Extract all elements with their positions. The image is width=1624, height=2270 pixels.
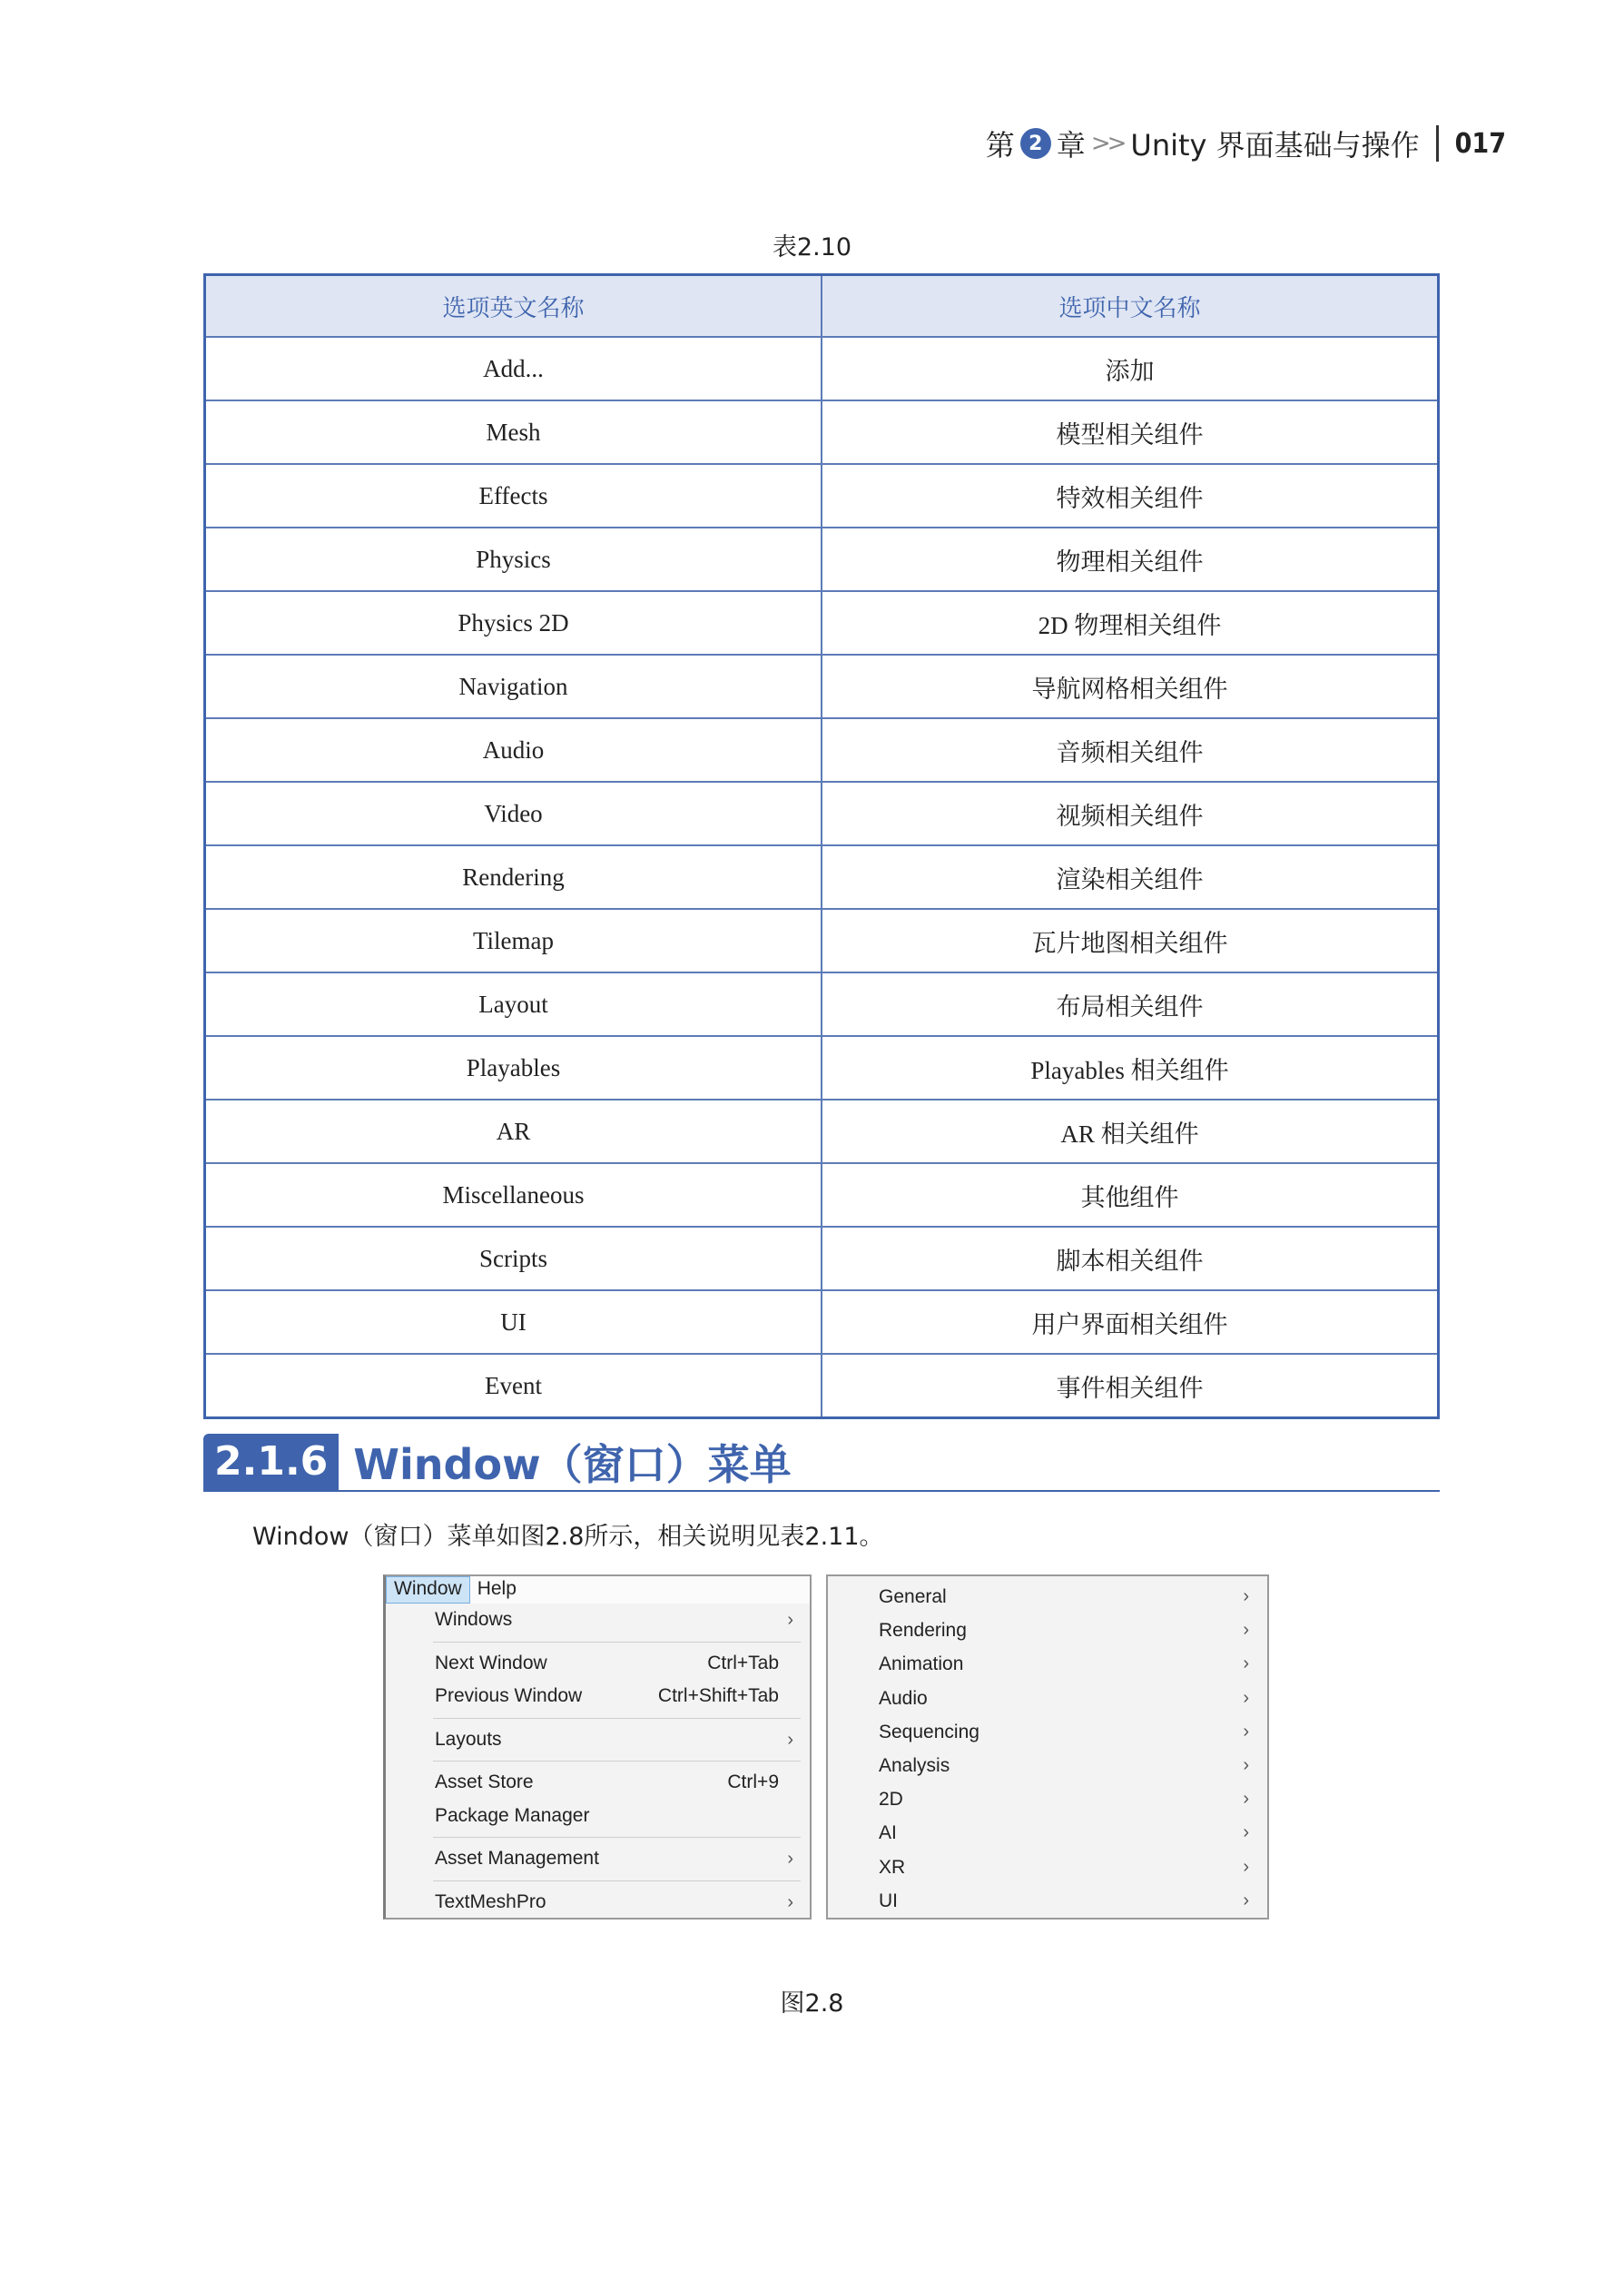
- chevron-right-icon: ›: [1243, 1721, 1249, 1742]
- chapter-suffix: 章: [1056, 128, 1086, 163]
- english-name-cell: Event: [205, 1354, 822, 1418]
- menu-separator: [433, 1880, 801, 1881]
- chevron-right-icon: ›: [1243, 1890, 1249, 1910]
- menu-item[interactable]: [386, 1800, 810, 1833]
- table-row: [205, 400, 1439, 464]
- body-paragraph: Window（窗口）菜单如图2.8所示，相关说明见表2.11。: [252, 1523, 884, 1551]
- chinese-name-cell: 其他组件: [822, 1163, 1439, 1227]
- chevron-right-icon: ›: [1243, 1856, 1249, 1877]
- submenu-item-label: AI: [879, 1822, 897, 1844]
- table-row: [205, 909, 1439, 972]
- submenu-item-label: Audio: [879, 1687, 928, 1709]
- menu-item-shortcut: Ctrl+Shift+Tab: [657, 1685, 779, 1706]
- submenu-item-label: Sequencing: [879, 1721, 979, 1742]
- window-menu-panel: [383, 1574, 812, 1920]
- chevron-right-icon: >>: [1090, 130, 1124, 157]
- table-row: [205, 1036, 1439, 1100]
- table-row: [205, 972, 1439, 1036]
- submenu-item[interactable]: [828, 1884, 1267, 1918]
- menu-item-label: Previous Window: [435, 1685, 583, 1706]
- menu-item[interactable]: [386, 1604, 810, 1637]
- menu-item-label: Asset Management: [435, 1848, 599, 1869]
- submenu-item[interactable]: [828, 1580, 1267, 1614]
- section-number: 2.1.6: [203, 1434, 339, 1490]
- submenu-item-label: XR: [879, 1856, 906, 1878]
- submenu-item-label: General: [879, 1586, 947, 1607]
- english-name-cell: AR: [205, 1100, 822, 1163]
- chinese-name-cell: 用户界面相关组件: [822, 1290, 1439, 1354]
- submenu-item-label: Rendering: [879, 1620, 967, 1642]
- table-row: [205, 1100, 1439, 1163]
- menu-item[interactable]: [386, 1766, 810, 1800]
- chapter-title: Unity 界面基础与操作: [1130, 128, 1420, 163]
- english-name-cell: Physics: [205, 528, 822, 591]
- chinese-name-cell: AR 相关组件: [822, 1100, 1439, 1163]
- chinese-name-cell: Playables 相关组件: [822, 1036, 1439, 1100]
- table-row: [205, 845, 1439, 909]
- menubar-item-window[interactable]: Window: [386, 1576, 470, 1604]
- menu-item-label: Next Window: [435, 1652, 547, 1673]
- menubar: [386, 1576, 810, 1604]
- chinese-name-cell: 特效相关组件: [822, 464, 1439, 528]
- submenu-item[interactable]: [828, 1851, 1267, 1884]
- chevron-right-icon: ›: [1243, 1822, 1249, 1843]
- chinese-name-cell: 2D 物理相关组件: [822, 591, 1439, 655]
- submenu-item-label: UI: [879, 1890, 898, 1911]
- english-name-cell: Physics 2D: [205, 591, 822, 655]
- table-header-row: [205, 275, 1439, 338]
- submenu-item[interactable]: [828, 1715, 1267, 1749]
- column-header-english: 选项英文名称: [205, 275, 822, 338]
- english-name-cell: Add...: [205, 337, 822, 400]
- menu-separator: [433, 1837, 801, 1838]
- menu-item[interactable]: [386, 1723, 810, 1757]
- table-row: [205, 591, 1439, 655]
- section-heading: [203, 1434, 1440, 1492]
- table-row: [205, 1290, 1439, 1354]
- english-name-cell: Playables: [205, 1036, 822, 1100]
- chinese-name-cell: 脚本相关组件: [822, 1227, 1439, 1290]
- english-name-cell: Scripts: [205, 1227, 822, 1290]
- header-divider: [1436, 125, 1439, 162]
- english-name-cell: Tilemap: [205, 909, 822, 972]
- menu-item-shortcut: Ctrl+9: [727, 1772, 779, 1792]
- english-name-cell: UI: [205, 1290, 822, 1354]
- submenu-item[interactable]: [828, 1816, 1267, 1850]
- chinese-name-cell: 瓦片地图相关组件: [822, 909, 1439, 972]
- submenu-panel: [826, 1574, 1269, 1920]
- column-header-chinese: 选项中文名称: [822, 275, 1439, 338]
- menu-item-label: Asset Store: [435, 1772, 534, 1792]
- chinese-name-cell: 导航网格相关组件: [822, 655, 1439, 718]
- chinese-name-cell: 布局相关组件: [822, 972, 1439, 1036]
- chevron-right-icon: ›: [787, 1849, 793, 1869]
- chevron-right-icon: ›: [1243, 1687, 1249, 1708]
- menu-item[interactable]: [386, 1886, 810, 1920]
- menu-separator: [433, 1761, 801, 1762]
- menu-item-label: Layouts: [435, 1728, 502, 1750]
- table-row: [205, 528, 1439, 591]
- submenu-item-label: Animation: [879, 1653, 964, 1675]
- submenu-list: [828, 1580, 1267, 1918]
- english-name-cell: Navigation: [205, 655, 822, 718]
- chevron-right-icon: ›: [787, 1610, 793, 1630]
- table-row: [205, 1163, 1439, 1227]
- submenu-item[interactable]: [828, 1749, 1267, 1782]
- english-name-cell: Effects: [205, 464, 822, 528]
- menu-item[interactable]: [386, 1680, 810, 1713]
- submenu-item-label: Analysis: [879, 1754, 950, 1776]
- chevron-right-icon: ›: [787, 1891, 793, 1912]
- chevron-right-icon: ›: [1243, 1653, 1249, 1674]
- menu-item[interactable]: [386, 1647, 810, 1681]
- submenu-item-label: 2D: [879, 1789, 903, 1811]
- running-header: [986, 123, 1506, 164]
- menu-separator: [433, 1642, 801, 1643]
- chinese-name-cell: 添加: [822, 337, 1439, 400]
- chevron-right-icon: ›: [787, 1729, 793, 1750]
- chinese-name-cell: 视频相关组件: [822, 782, 1439, 845]
- submenu-item[interactable]: [828, 1782, 1267, 1816]
- english-name-cell: Mesh: [205, 400, 822, 464]
- table-row: [205, 337, 1439, 400]
- table-row: [205, 782, 1439, 845]
- table-caption: 表2.10: [772, 233, 852, 262]
- page-number: 017: [1454, 127, 1506, 160]
- options-table: [203, 273, 1440, 1419]
- table-row: [205, 1227, 1439, 1290]
- table-body: [205, 337, 1439, 1418]
- table-row: [205, 655, 1439, 718]
- menubar-item-help[interactable]: Help: [477, 1578, 517, 1599]
- chinese-name-cell: 模型相关组件: [822, 400, 1439, 464]
- chinese-name-cell: 物理相关组件: [822, 528, 1439, 591]
- chapter-number-badge: 2: [1020, 128, 1051, 159]
- menu-item-shortcut: Ctrl+Tab: [707, 1652, 779, 1673]
- chevron-right-icon: ›: [1243, 1754, 1249, 1775]
- menu-separator: [433, 1718, 801, 1719]
- english-name-cell: Audio: [205, 718, 822, 782]
- figure-caption: 图2.8: [780, 1989, 844, 2018]
- menu-item-label: TextMeshPro: [435, 1890, 546, 1912]
- chapter-prefix: 第: [985, 128, 1015, 163]
- submenu-item[interactable]: [828, 1682, 1267, 1715]
- chinese-name-cell: 事件相关组件: [822, 1354, 1439, 1418]
- english-name-cell: Layout: [205, 972, 822, 1036]
- chevron-right-icon: ›: [1243, 1620, 1249, 1641]
- table-row: [205, 1354, 1439, 1418]
- english-name-cell: Video: [205, 782, 822, 845]
- chinese-name-cell: 音频相关组件: [822, 718, 1439, 782]
- window-menu-list: [386, 1604, 810, 1919]
- chinese-name-cell: 渲染相关组件: [822, 845, 1439, 909]
- submenu-item[interactable]: [828, 1647, 1267, 1681]
- chevron-right-icon: ›: [1243, 1789, 1249, 1810]
- table-row: [205, 464, 1439, 528]
- table-row: [205, 718, 1439, 782]
- english-name-cell: Miscellaneous: [205, 1163, 822, 1227]
- section-title: Window（窗口）菜单: [353, 1440, 792, 1489]
- english-name-cell: Rendering: [205, 845, 822, 909]
- menu-item[interactable]: [386, 1842, 810, 1876]
- menu-item-label: Package Manager: [435, 1804, 590, 1826]
- menu-item-label: Windows: [435, 1609, 513, 1630]
- submenu-item[interactable]: [828, 1614, 1267, 1647]
- chevron-right-icon: ›: [1243, 1586, 1249, 1606]
